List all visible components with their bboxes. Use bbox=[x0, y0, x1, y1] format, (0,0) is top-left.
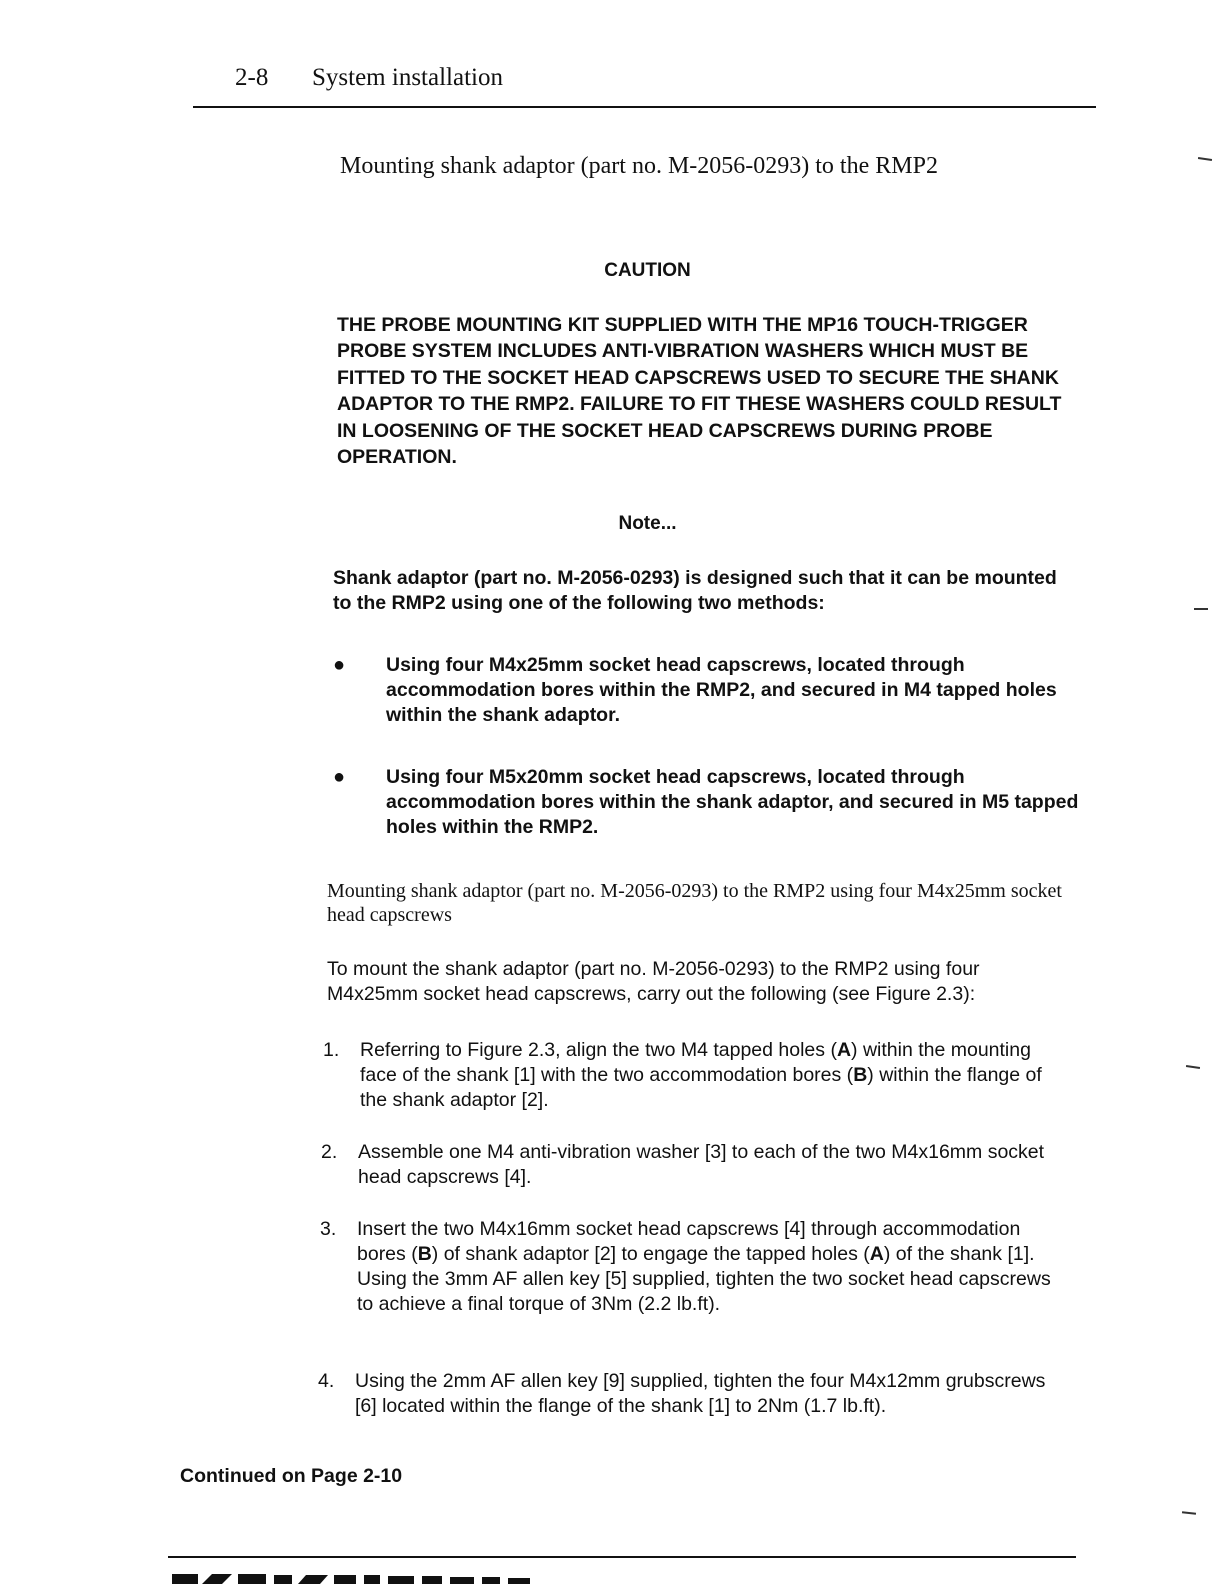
section-title: System installation bbox=[312, 64, 503, 91]
section-heading: Mounting shank adaptor (part no. M-2056-0293) to the RMP2 bbox=[340, 153, 938, 179]
bullet-icon: ● bbox=[333, 654, 346, 676]
procedure-subtitle: Mounting shank adaptor (part no. M-2056-0293) to the RMP2 using four M4x25mm socket head capscrews bbox=[327, 880, 1062, 926]
step-text: Referring to Figure 2.3, align the two M4 tapped holes (A) within the mounting face of the shank [1] with the two accommodation bores (B) within the flange of the shank adaptor [2]. bbox=[360, 1039, 1042, 1111]
page-number: 2-8 bbox=[235, 64, 269, 91]
margin-mark bbox=[1182, 1511, 1196, 1514]
brand-logo-icon bbox=[172, 1572, 612, 1584]
footer-rule bbox=[168, 1556, 1076, 1558]
step-number: 3. bbox=[320, 1218, 337, 1240]
step-number: 2. bbox=[321, 1141, 338, 1163]
bullet-text: Using four M5x20mm socket head capscrews, located through accommodation bores within the shank adaptor, and secured in M5 tapped holes within the RMP2. bbox=[386, 766, 1079, 838]
note-heading: Note... bbox=[618, 513, 677, 534]
margin-mark bbox=[1198, 157, 1212, 161]
caution-text: THE PROBE MOUNTING KIT SUPPLIED WITH THE MP16 TOUCH-TRIGGER PROBE SYSTEM INCLUDES ANTI-VIBRATION WASHERS WHICH MUST BE FITTED TO THE SOCKET HEAD CAPSCREWS USED TO SECURE THE SHANK ADAPTOR TO THE RMP2. FAILURE TO FIT THESE WASHERS COULD RESULT IN LOOSENING OF THE SOCKET HEAD CAPSCREWS DURING PROBE OPERATION. bbox=[337, 314, 1062, 469]
procedure-intro: To mount the shank adaptor (part no. M-2056-0293) to the RMP2 using four M4x25mm socket head capscrews, carry out the following (see Figure 2.3): bbox=[327, 958, 980, 1005]
margin-mark bbox=[1186, 1065, 1200, 1069]
bullet-text: Using four M4x25mm socket head capscrews, located through accommodation bores within the RMP2, and secured in M4 tapped holes within the shank adaptor. bbox=[386, 654, 1057, 726]
step-number: 1. bbox=[323, 1039, 340, 1061]
step-text: Assemble one M4 anti-vibration washer [3] to each of the two M4x16mm socket head capscrews [4]. bbox=[358, 1141, 1045, 1188]
step-text: Insert the two M4x16mm socket head capscrews [4] through accommodation bores (B) of shank adaptor [2] to engage the tapped holes (A) of the shank [1]. Using the 3mm AF allen key [5] supplied, tighten the two socket head capscrews to achieve a final torque of 3Nm (2.2 lb.ft). bbox=[357, 1218, 1051, 1315]
margin-mark bbox=[1194, 608, 1208, 610]
step-text: Using the 2mm AF allen key [9] supplied, tighten the four M4x12mm grubscrews [6] located within the flange of the shank [1] to 2Nm (1.7 lb.ft). bbox=[355, 1370, 1046, 1417]
note-text: Shank adaptor (part no. M-2056-0293) is designed such that it can be mounted to the RMP2 using one of the following two methods: bbox=[333, 567, 1057, 614]
header-rule bbox=[193, 106, 1096, 108]
continued-note: Continued on Page 2-10 bbox=[180, 1465, 403, 1487]
step-number: 4. bbox=[318, 1370, 335, 1392]
caution-heading: CAUTION bbox=[604, 260, 691, 281]
bullet-icon: ● bbox=[333, 766, 346, 788]
